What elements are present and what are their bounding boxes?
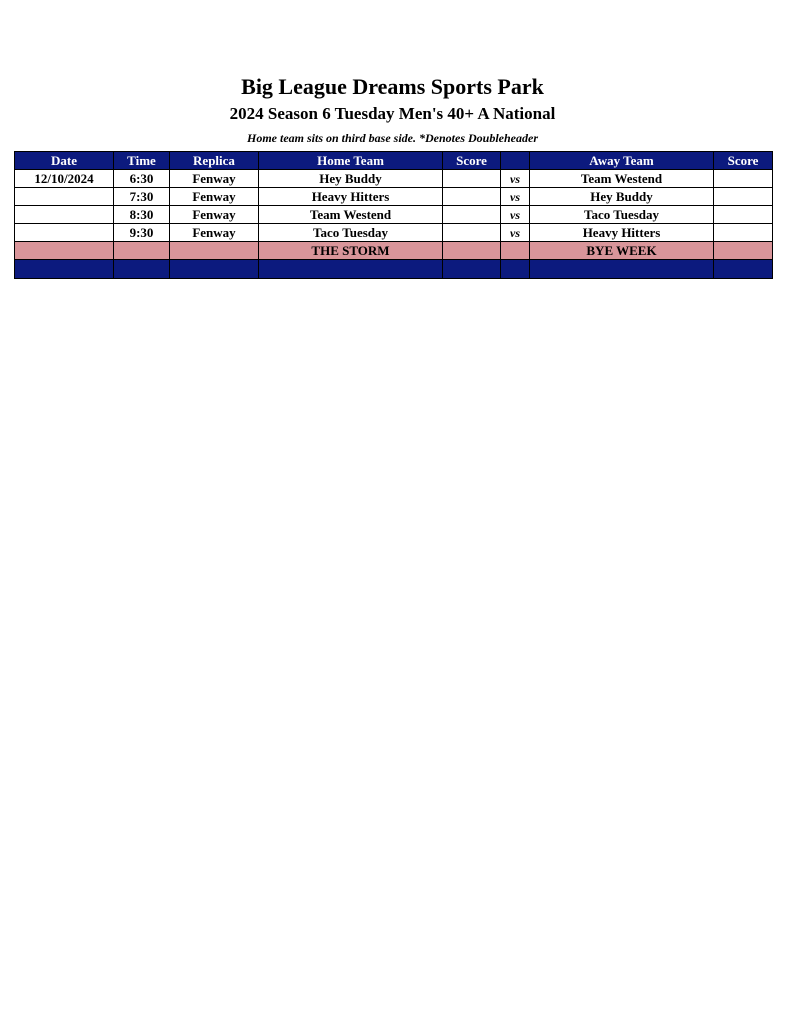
home-team: Hey Buddy xyxy=(259,170,443,188)
page-title: Big League Dreams Sports Park xyxy=(241,74,544,99)
schedule-note: Home team sits on third base side. *Denotes Doubleheader xyxy=(247,131,538,145)
column-header-date: Date xyxy=(15,152,114,170)
bye-empty-cell xyxy=(170,242,259,260)
table-row xyxy=(15,224,773,242)
footer-cell xyxy=(170,260,259,279)
home-score xyxy=(443,188,501,206)
footer-cell xyxy=(259,260,443,279)
footer-cell xyxy=(114,260,170,279)
footer-cell xyxy=(15,260,114,279)
header-row xyxy=(15,152,773,170)
bye-row xyxy=(15,242,773,260)
game-date xyxy=(15,188,114,206)
table-row xyxy=(15,170,773,188)
away-team: Taco Tuesday xyxy=(530,206,714,224)
home-team: Taco Tuesday xyxy=(259,224,443,242)
column-header-away-score: Score xyxy=(714,152,773,170)
bye-empty-cell xyxy=(501,242,530,260)
game-date: 12/10/2024 xyxy=(15,170,114,188)
away-team: Heavy Hitters xyxy=(530,224,714,242)
bye-empty-cell xyxy=(443,242,501,260)
page-subtitle: 2024 Season 6 Tuesday Men's 40+ A National xyxy=(229,104,556,123)
game-time: 9:30 xyxy=(114,224,170,242)
footer-cell xyxy=(714,260,773,279)
footer-cell xyxy=(530,260,714,279)
away-score xyxy=(714,224,773,242)
column-header-replica: Replica xyxy=(170,152,259,170)
schedule-table xyxy=(14,151,773,279)
bye-week-label: BYE WEEK xyxy=(530,242,714,260)
away-team: Hey Buddy xyxy=(530,188,714,206)
game-replica: Fenway xyxy=(170,224,259,242)
footer-cell xyxy=(501,260,530,279)
game-time: 6:30 xyxy=(114,170,170,188)
away-score xyxy=(714,206,773,224)
table-row xyxy=(15,188,773,206)
footer-row xyxy=(15,260,773,279)
bye-empty-cell xyxy=(15,242,114,260)
home-score xyxy=(443,206,501,224)
bye-empty-cell xyxy=(714,242,773,260)
table-row xyxy=(15,206,773,224)
home-score xyxy=(443,224,501,242)
away-score xyxy=(714,170,773,188)
column-header-time: Time xyxy=(114,152,170,170)
home-score xyxy=(443,170,501,188)
vs-label: vs xyxy=(501,224,530,242)
vs-label: vs xyxy=(501,206,530,224)
game-replica: Fenway xyxy=(170,206,259,224)
column-header-vs xyxy=(501,152,530,170)
vs-label: vs xyxy=(501,170,530,188)
game-date xyxy=(15,206,114,224)
column-header-home-score: Score xyxy=(443,152,501,170)
home-team: Heavy Hitters xyxy=(259,188,443,206)
bye-empty-cell xyxy=(114,242,170,260)
game-date xyxy=(15,224,114,242)
game-replica: Fenway xyxy=(170,188,259,206)
game-replica: Fenway xyxy=(170,170,259,188)
footer-cell xyxy=(443,260,501,279)
away-score xyxy=(714,188,773,206)
column-header-home-team: Home Team xyxy=(259,152,443,170)
game-time: 7:30 xyxy=(114,188,170,206)
game-time: 8:30 xyxy=(114,206,170,224)
home-team: Team Westend xyxy=(259,206,443,224)
bye-team: THE STORM xyxy=(259,242,443,260)
column-header-away-team: Away Team xyxy=(530,152,714,170)
vs-label: vs xyxy=(501,188,530,206)
away-team: Team Westend xyxy=(530,170,714,188)
